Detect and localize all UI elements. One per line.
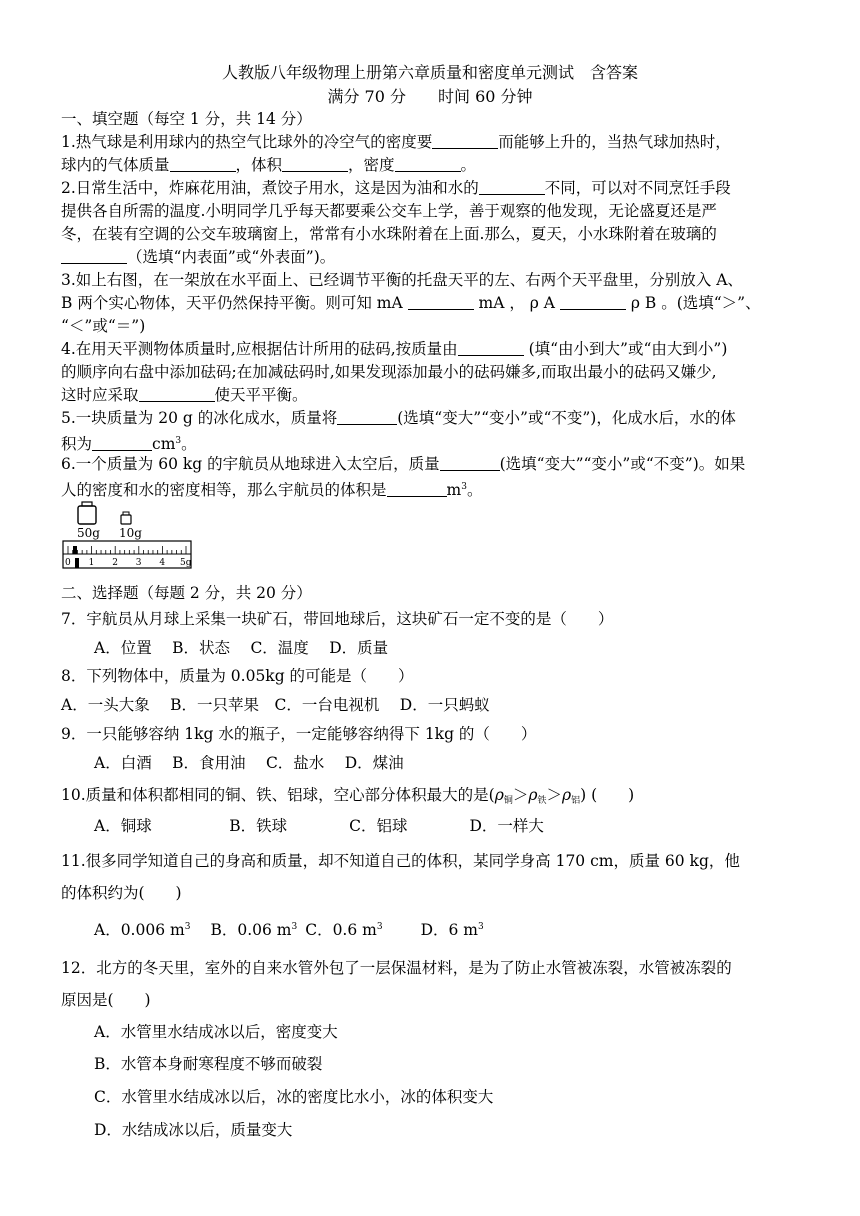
question-line: （选填“内表面”或“外表面”)。 xyxy=(61,246,801,268)
question-line: 3.如上右图，在一架放在水平面上、已经调节平衡的托盘天平的左、右两个天平盘里，分别放入 A、 xyxy=(61,271,743,289)
section-heading: 二、选择题（每题 2 分，共 20 分） xyxy=(61,584,312,602)
question-line: 的体积约为( ) xyxy=(61,884,182,902)
question-line: 6.一个质量为 60 kg 的宇航员从地球进入太空后，质量 (选填“变大”“变小”或“不变”)。如果 xyxy=(61,455,746,473)
option-item: A．水管里水结成冰以后，密度变大 xyxy=(94,1023,338,1041)
question-line: 提供各自所需的温度.小明同学几乎每天都要乘公交车上学，善于观察的他发现，无论盛夏还是严 xyxy=(61,202,717,220)
answer-blank xyxy=(458,339,524,356)
options-line: A．一头大象 B．一只苹果 C．一台电视机 D．一只蚂蚁 xyxy=(61,696,490,714)
question-line: 人的密度和水的密度相等，那么宇航员的体积是 $m^3$。 xyxy=(61,481,483,499)
question-line: 5.一块质量为 20 g 的冰化成水，质量将 (选填“变大”“变小”或“不变”)，化成水后，水的体 xyxy=(61,409,736,427)
question-line: 1.热气球是利用球内的热空气比球外的冷空气的密度要 而能够上升的，当热气球加热时， xyxy=(61,133,731,151)
page-subtitle: 满分 70 分 时间 60 分钟 xyxy=(327,87,533,106)
weight-10g-icon xyxy=(121,512,131,524)
scale-label: 1 xyxy=(88,558,95,568)
question-line: 10.质量和体积都相同的铜、铁、铝球，空心部分体积最大的是$(\rho_铜>\rho_铁>\rho_铝)$ ( ) xyxy=(61,786,635,806)
question-line: B 两个实心物体，天平仍然保持平衡。则可知 mA mA ， ρ A ρ B 。(选填“＞”、 xyxy=(61,294,761,312)
scale-ruler xyxy=(63,541,192,568)
question-line: 球内的气体质量 ，体积 ，密度 。 xyxy=(61,156,477,174)
question-line: “＜”或“＝”) xyxy=(61,317,146,335)
question-line: 积为 $cm^3$。 xyxy=(61,435,197,453)
rider-marker xyxy=(73,546,77,554)
rider-marker xyxy=(75,558,79,568)
option-item: B．水管本身耐寒程度不够而破裂 xyxy=(94,1055,323,1073)
scale-label: 3 xyxy=(135,558,142,568)
question-line: 8．下列物体中，质量为 0.05kg 的可能是（ ） xyxy=(61,667,414,685)
question-line: 原因是( ) xyxy=(61,991,151,1009)
options-line: A．位置 B．状态 C．温度 D．质量 xyxy=(94,639,389,657)
answer-blank xyxy=(92,434,152,451)
answer-blank xyxy=(139,385,215,402)
question-line: 4.在用天平测物体质量时,应根据估计所用的砝码,按质量由 (填“由小到大”或“由大到小”) xyxy=(61,340,728,358)
question-line: 12．北方的冬天里，室外的自来水管外包了一层保温材料，是为了防止水管被冻裂，水管被冻裂的 xyxy=(61,959,732,977)
options-line: A．0.006 $m^3$ B．0.06 $m^3$ C．0.6 $m^3$ D．6 $m^3$ xyxy=(94,921,484,939)
question-line: 11.很多同学知道自己的身高和质量，却不知道自己的体积，某同学身高 170 cm，质量 60 kg，他 xyxy=(61,852,740,870)
answer-blank xyxy=(408,293,474,310)
weights-and-scale-figure xyxy=(62,496,192,570)
question-line: 冬，在装有空调的公交车玻璃窗上，常常有小水珠附着在上面.那么，夏天，小水珠附着在玻璃的 xyxy=(61,225,717,243)
question-line: 9．一只能够容纳 1kg 水的瓶子，一定能够容纳得下 1kg 的（ ） xyxy=(61,725,537,743)
weight-50g-icon xyxy=(78,502,96,524)
option-item: D．水结成冰以后，质量变大 xyxy=(94,1121,293,1139)
answer-blank xyxy=(337,408,397,425)
page-title: 人教版八年级物理上册第六章质量和密度单元测试 含答案 xyxy=(221,63,638,82)
answer-blank xyxy=(440,454,500,471)
section-heading: 一、填空题（每空 1 分，共 14 分） xyxy=(61,110,312,128)
weight-label: 10g xyxy=(119,526,142,540)
question-line: 2.日常生活中，炸麻花用油，煮饺子用水，这是因为油和水的 不同，可以对不同烹饪手段 xyxy=(61,179,731,197)
scale-ticks xyxy=(68,546,186,554)
options-line: A．白酒 B．食用油 C．盐水 D．煤油 xyxy=(94,754,404,772)
answer-blank xyxy=(479,178,545,195)
question-line: 这时应采取 使天平平衡。 xyxy=(61,386,308,404)
option-item: C．水管里水结成冰以后，冰的密度比水小，冰的体积变大 xyxy=(94,1088,494,1106)
answer-blank xyxy=(395,155,461,172)
answer-blank xyxy=(170,155,236,172)
question-line: 7．宇航员从月球上采集一块矿石，带回地球后，这块矿石一定不变的是（ ） xyxy=(61,610,614,628)
answer-blank xyxy=(282,155,348,172)
answer-blank xyxy=(61,247,127,264)
options-line: A．铜球 B．铁球 C．铝球 D．一样大 xyxy=(94,817,544,835)
answer-blank xyxy=(560,293,626,310)
answer-blank xyxy=(387,480,447,497)
answer-blank xyxy=(432,132,498,149)
scale-label: 2 xyxy=(112,558,118,568)
question-line: 的顺序向右盘中添加砝码;在加减砝码时,如果发现添加最小的砝码嫌多,而取出最小的砝码又嫌少, xyxy=(61,363,717,381)
scale-label: 5g xyxy=(180,558,192,568)
scale-label: 0 xyxy=(65,558,71,568)
scale-labels xyxy=(65,558,192,568)
scale-label: 4 xyxy=(159,558,166,568)
weight-label: 50g xyxy=(77,526,100,540)
